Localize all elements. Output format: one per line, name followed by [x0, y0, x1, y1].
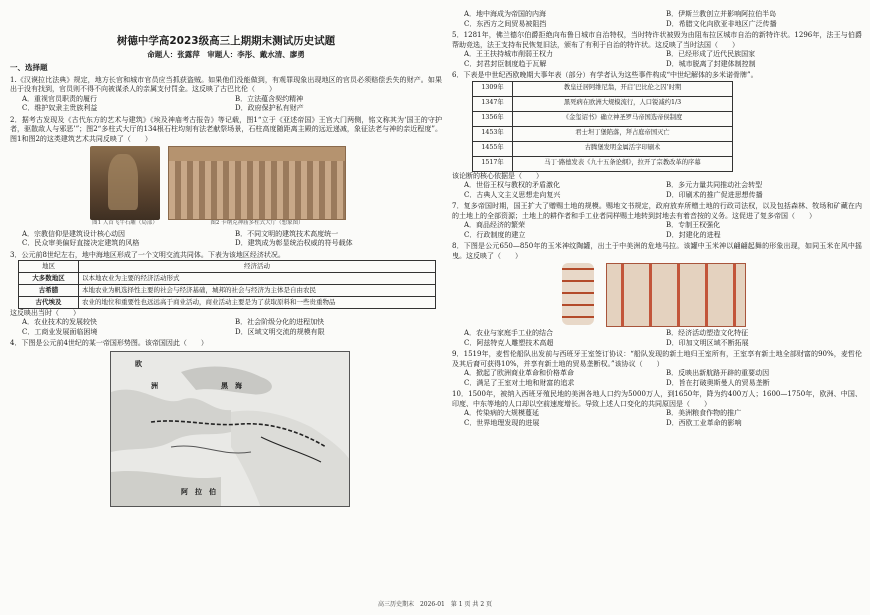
option-c: C．满足了王室对土地和财富的追求 [464, 378, 575, 387]
economy-table [18, 260, 436, 308]
table-header: 经济活动 [79, 261, 436, 273]
figure-row [10, 146, 442, 227]
option-c: C．古典人文主义思想走向复兴 [464, 190, 561, 199]
option-d: D．印加文明区域不断拓展 [666, 338, 749, 347]
question-tail: 该论断的核心依据是（ ） [452, 171, 543, 180]
question-stem: 10．1500年，被纳入西班牙殖民地的美洲各地人口约为5000万人，到1650年，降为约400万人；1600—1750年，欧洲、中国、印度、中东等地的人口却以空前速度增长。导致上述人口变化的共同原因是（ ） [452, 390, 862, 408]
table-row: 大多数地区 以本地农业为主要的经济活动形式 [19, 273, 436, 285]
map-label-europe-1: 欧 [135, 359, 142, 368]
option-b: B．多元力量共同推动社会转型 [666, 181, 763, 190]
figure-1-caption: 图1 人首飞牛石雕（局部） [92, 220, 158, 227]
option-d: D．西欧工业革命的影响 [666, 418, 742, 427]
table-row: 1517年 马丁·路德发表《九十五条论纲》，拉开了宗教改革的序幕 [473, 156, 733, 171]
question-stem: 3．公元前8世纪左右，地中海地区形成了一个文明交流共同体。下表为该地区经济状况。 [10, 250, 285, 259]
question-stem: 2．据考古发现及《古代东方的艺术与建筑》《埃及神庙考古报告》等记载，图1“立于《亚述帝国》王宫大门两侧，铭文称其为‘国王的守护者，驱散敌人与邪恶’”；图2“多柱式大厅的134根石柱均刻有法老献祭场景，石柱高度随距离主殿的远近递减，象征法老与神的亲近程度”。图1和图2的这类建筑艺术共同反映了（ ） [10, 115, 442, 143]
option-a: A．王王扶持城市削弱王权力 [464, 50, 554, 59]
table-row: 1309年 教皇迁居阿维尼翁，开启‘巴比伦之囚’时期 [473, 81, 733, 96]
option-d: D．城市脱离了封建体制控制 [666, 59, 756, 68]
figure-row [452, 263, 862, 327]
option-d: D．旨在打破奥斯曼人的贸易垄断 [666, 378, 770, 387]
question-stem: 5．1281年，佛兰德尔伯爵拒绝向布鲁日城市自治特权，当时特许状被毁为由阻布拉区城市自治的新特许状。1296年，法王与伯爵帮助竞选，法王支持布民恢复旧法，颁布了有利于自治的特许状。这反映了当时法国（ ） [452, 31, 862, 49]
question-stem: 1.《汉谟拉比法典》规定，地方长官和城市官员应当抓获盗贼。如果他们没能做到，有观罪现象出现地区的官员必须赔偿丢失的财产。如果出于没有找到，官员则不得不向被谋杀人的亲属支付罚金。这反映了古巴比伦（ ） [10, 75, 442, 94]
question-stem: 9．1519年，麦哲伦船队出发前与西班牙王室签订协议：“船队发现的新土地归王室所有，王室享有新土地全部财富的90%，麦哲伦及其后裔可获得10%，并享有新土地的贸易垄断权。”该协议（ ） [452, 350, 862, 368]
option-b: B．伊斯兰教创立并影响阿拉伯半岛 [666, 10, 777, 18]
question-stem: 4．下图是公元前4世纪的某一帝国形势图。该帝国因此（ ） [10, 339, 208, 348]
map-label-black-sea: 黑 海 [221, 381, 242, 390]
question-6 [452, 71, 862, 200]
events-table [472, 81, 733, 172]
question-3 [10, 251, 442, 337]
figure-2-caption: 图2 卡纳克神庙多柱式大厅（想象图） [210, 220, 304, 227]
exam-authors: 命题人：张露萍 审题人：李彤、戴水清、廖勇 [147, 50, 305, 60]
option-b: B．社会阶级分化的进程加快 [235, 318, 325, 327]
option-b: B．美洲粮食作物的推广 [666, 409, 742, 418]
option-a: A．农业与家庭手工业的结合 [464, 329, 554, 338]
option-b: B．不同文明的建筑技术高度统一 [235, 229, 339, 238]
table-row: 古希腊 本地农业为帆选择性主要的社会与经济基础，城邦的社会与经济为主体是自由农民 [19, 284, 436, 296]
hypostyle-hall-image [168, 146, 346, 220]
section-heading: 一、选择题 [10, 63, 48, 73]
question-8 [452, 242, 862, 348]
option-b: B．反映出新航路开辟的重要动因 [666, 369, 770, 378]
figure-2 [168, 146, 346, 227]
lamassu-image [90, 146, 160, 220]
exam-title: 树德中学高2023级高三上期期末测试历史试题 [116, 35, 336, 47]
table-row: 1347年 黑死病在欧洲大规模流行，人口锐减约1/3 [473, 96, 733, 111]
right-column [452, 8, 862, 428]
maize-god-rollout-image [606, 263, 746, 327]
option-a: A．宗教信仰是建筑设计核心动因 [22, 229, 126, 238]
option-d: D．印刷术的推广促进思想传播 [666, 190, 763, 199]
map-label-arabia: 阿 拉 伯 [181, 487, 216, 496]
option-c: C．封君封臣制度趋于瓦解 [464, 59, 547, 68]
table-row: 1455年 古腾堡发明金属活字印刷术 [473, 141, 733, 156]
option-a: A．传染病的大规模蔓延 [464, 409, 540, 418]
question-stem: 8．下图是公元650—850年的玉米神纹陶罐，出土于中美洲的危地马拉。该罐中玉米神以翩翩起舞的形象出现，如同玉米在风中摇曳。这反映了（ ） [452, 242, 862, 260]
option-c: C．维护奴隶主贵族利益 [22, 104, 98, 113]
option-b: B．专制王权强化 [666, 221, 721, 230]
option-a: A．世俗王权与教权的矛盾激化 [464, 181, 561, 190]
option-c: C．东西方之间贸易被阻挡 [464, 19, 547, 28]
figure-1 [90, 146, 160, 227]
option-a: A．地中海成为帝国的内海 [464, 10, 547, 18]
question-9 [452, 350, 862, 388]
option-c: C．行政制度的建立 [464, 230, 526, 239]
option-c: C．民众审美偏好直接决定建筑的风格 [22, 239, 140, 248]
option-a: A．重视官员职责的履行 [22, 94, 98, 103]
question-stem: 6．下表是中世纪西欧晚期大事年表（部分）有学者认为这些事件构成“中世纪解体的多米诺骨牌”。 [452, 71, 758, 80]
option-d: D．区域文明交流的规模有限 [235, 327, 325, 336]
question-10 [452, 390, 862, 428]
page-footer: 高三历史期末 2026-01 第 1 页 共 2 页 [377, 600, 493, 608]
option-c: C．工商业发展面临困境 [22, 327, 98, 336]
option-d: D．建筑成为彰显统治权威的符号载体 [235, 239, 353, 248]
question-5 [452, 31, 862, 69]
question-4-options [452, 10, 862, 29]
table-header: 地区 [19, 261, 79, 273]
question-tail: 这反映出当时（ ） [10, 308, 80, 317]
maize-god-vase-image [562, 263, 594, 325]
empire-map [110, 351, 350, 507]
option-a: A．农业技术的发展较快 [22, 318, 98, 327]
question-2 [10, 116, 442, 249]
question-4 [10, 339, 442, 507]
left-column [10, 8, 442, 509]
map-graphic [111, 352, 350, 507]
option-b: B．已经形成了近代民族国家 [666, 50, 756, 59]
table-row: 1453年 君士坦丁堡陷落，拜占庭帝国灭亡 [473, 126, 733, 141]
option-b: B．经济活动塑造文化特征 [666, 329, 749, 338]
table-row: 1356年 《金玺诏书》确立神圣罗马帝国选帝侯制度 [473, 111, 733, 126]
option-a: A．商品经济的繁荣 [464, 221, 526, 230]
map-label-europe-2: 洲 [151, 381, 158, 390]
option-d: D．封建化的进程 [666, 230, 721, 239]
option-d: D．希腊文化向欧亚非地区广泛传播 [666, 19, 777, 28]
option-a: A．掀起了欧洲商业革命和价格革命 [464, 369, 575, 378]
option-c: C．世界地理发现的进展 [464, 418, 540, 427]
option-c: C．阿兹特克人雕塑技术高超 [464, 338, 554, 347]
question-7 [452, 202, 862, 240]
option-d: D．政府保护私有财产 [235, 104, 304, 113]
option-b: B．立法蕴含契约精神 [235, 94, 304, 103]
question-1 [10, 76, 442, 114]
question-stem: 7．复多帝国时期，国王扩大了赠赐土地的规模。赐地文书规定，政府放弃所赠土地的行政司法权，以及包括森林、牧场和矿藏在内的土地上的全部资源；土地上的耕作者和手工业者同样赐土地转到封地去有着音按的义务。这促进了复多帝国（ ） [452, 202, 862, 220]
table-row: 古代埃及 农业的地位和重要性也远远高于商业活动，商业活动主要是为了获取原料和一些贵重物品 [19, 296, 436, 308]
